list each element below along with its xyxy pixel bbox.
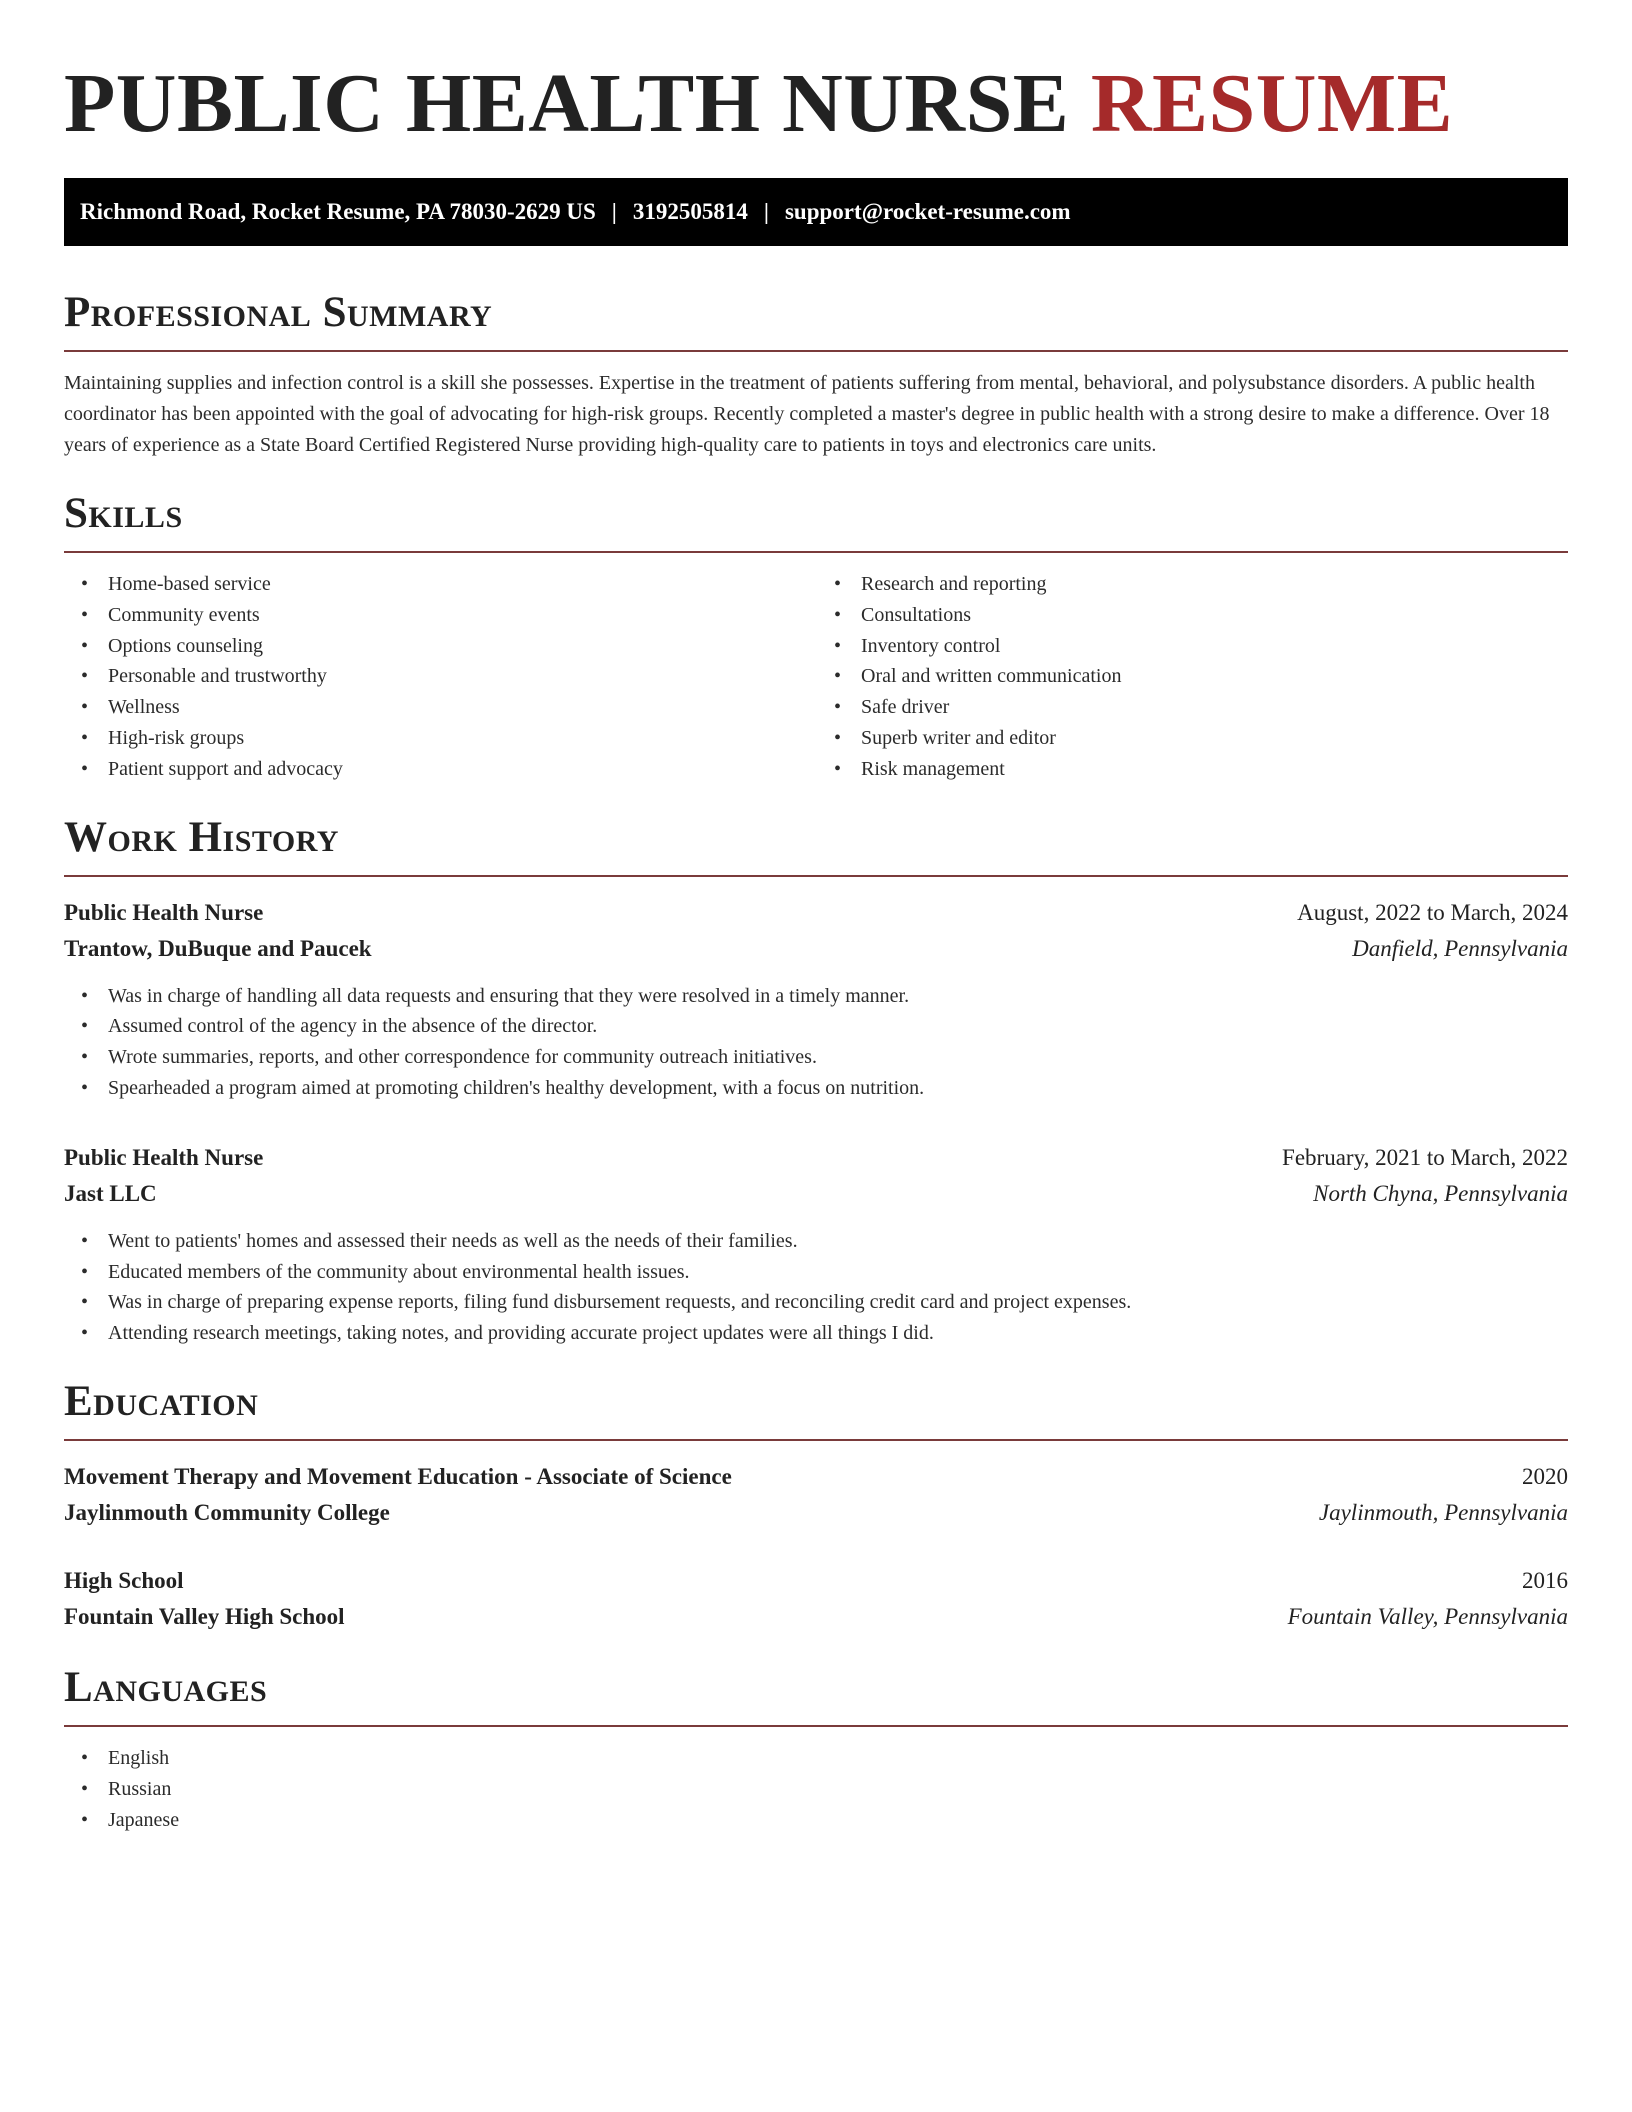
education-location: Jaylinmouth, Pennsylvania — [1318, 1499, 1568, 1525]
job-title: Public Health Nurse — [64, 899, 264, 925]
job-bullet-text: Educated members of the community about environmental health issues. — [108, 1260, 690, 1283]
skill-label: Community events — [108, 603, 260, 626]
skill-label: Safe driver — [861, 696, 950, 719]
skill-item — [817, 723, 1568, 754]
contact-bar — [64, 178, 1568, 246]
language-item — [64, 1805, 1568, 1836]
bullet-icon: • — [834, 665, 842, 688]
languages-section — [64, 1665, 1568, 1835]
job-bullet — [64, 1257, 1568, 1288]
skill-item — [64, 661, 815, 692]
skill-label: Wellness — [108, 696, 180, 719]
job-entry — [64, 1140, 1568, 1349]
education-school: Jaylinmouth Community College — [64, 1499, 390, 1525]
job-bullets — [64, 981, 1568, 1104]
job-bullet-text: Spearheaded a program aimed at promoting children's healthy development, with a focus on nutrition. — [108, 1076, 925, 1099]
job-header-row — [64, 1140, 1568, 1176]
language-item — [64, 1743, 1568, 1774]
job-company-row — [64, 931, 1568, 967]
job-bullet-text: Was in charge of preparing expense reports, filing fund disbursement requests, and reconciling credit card and project expenses. — [108, 1291, 1132, 1314]
education-entry — [64, 1563, 1568, 1635]
skill-item — [817, 600, 1568, 631]
job-bullet — [64, 1318, 1568, 1349]
skill-item — [817, 661, 1568, 692]
skill-item — [817, 631, 1568, 662]
skill-item — [64, 631, 815, 662]
language-label: Russian — [108, 1777, 172, 1800]
job-bullet — [64, 1042, 1568, 1073]
languages-list — [64, 1743, 1568, 1835]
education-school-row — [64, 1495, 1568, 1531]
bullet-icon: • — [834, 634, 842, 657]
education-heading: Education — [64, 1379, 1568, 1441]
contact-separator: | — [611, 199, 617, 224]
bullet-icon: • — [81, 573, 89, 595]
bullet-icon: • — [81, 665, 89, 688]
education-school-row — [64, 1599, 1568, 1635]
job-bullets — [64, 1226, 1568, 1349]
job-title: Public Health Nurse — [64, 1144, 264, 1170]
skills-section — [64, 491, 1568, 785]
skill-label: Risk management — [861, 757, 1005, 780]
bullet-icon: • — [834, 573, 842, 595]
job-bullet — [64, 1226, 1568, 1257]
education-year: 2016 — [1522, 1567, 1568, 1593]
education-header-row — [64, 1563, 1568, 1599]
job-location: Danfield, Pennsylvania — [1352, 935, 1568, 961]
skill-item — [64, 692, 815, 723]
title-accent: RESUME — [1090, 57, 1454, 150]
skill-item — [64, 569, 815, 600]
bullet-icon: • — [81, 726, 89, 749]
education-header-row — [64, 1459, 1568, 1495]
language-label: English — [108, 1746, 170, 1769]
bullet-icon: • — [834, 696, 842, 719]
job-company-row — [64, 1176, 1568, 1212]
skill-item — [64, 723, 815, 754]
job-bullet-text: Went to patients' homes and assessed their needs as well as the needs of their families. — [108, 1229, 798, 1252]
job-location: North Chyna, Pennsylvania — [1313, 1180, 1568, 1206]
job-company: Trantow, DuBuque and Paucek — [64, 935, 372, 961]
skill-label: High-risk groups — [108, 726, 245, 749]
skill-item — [64, 754, 815, 785]
bullet-icon: • — [81, 634, 89, 657]
job-bullet — [64, 1287, 1568, 1318]
job-bullet-text: Wrote summaries, reports, and other correspondence for community outreach initiatives. — [108, 1046, 817, 1069]
job-dates: August, 2022 to March, 2024 — [1297, 899, 1568, 925]
contact-address: Richmond Road, Rocket Resume, PA 78030-2629 US — [80, 199, 596, 224]
education-degree: Movement Therapy and Movement Education - Associate of Science — [64, 1463, 732, 1489]
bullet-icon: • — [81, 1076, 89, 1099]
bullet-icon: • — [81, 1260, 89, 1283]
bullet-icon: • — [834, 757, 842, 780]
summary-text: Maintaining supplies and infection control is a skill she possesses. Expertise in the treatment of patients suffering from mental, behavioral, and polysubstance disorders. A public health coordinator has been appointed with the goal of advocating for high-risk groups. Recently completed a master's degree in public health with a strong desire to make a difference. Over 18 years of experience as a State Board Certified Registered Nurse providing high-quality care to patients in toys and electronics care units. — [64, 372, 1550, 456]
skill-label: Personable and trustworthy — [108, 665, 327, 688]
work-heading: Work History — [64, 815, 1568, 877]
skill-label: Inventory control — [861, 634, 1001, 657]
contact-email: support@rocket-resume.com — [784, 199, 1071, 224]
job-entry — [64, 895, 1568, 1104]
education-location: Fountain Valley, Pennsylvania — [1287, 1603, 1568, 1629]
contact-separator: | — [763, 199, 769, 224]
bullet-icon: • — [81, 1291, 89, 1314]
skills-list-left — [64, 569, 815, 785]
bullet-icon: • — [81, 1777, 89, 1800]
bullet-icon: • — [81, 1015, 89, 1038]
skill-item — [817, 754, 1568, 785]
education-school: Fountain Valley High School — [64, 1603, 345, 1629]
bullet-icon: • — [81, 1808, 89, 1831]
job-dates: February, 2021 to March, 2022 — [1282, 1144, 1568, 1170]
work-section — [64, 815, 1568, 1349]
skill-label: Consultations — [861, 603, 972, 626]
languages-heading: Languages — [64, 1665, 1568, 1727]
bullet-icon: • — [834, 603, 842, 626]
education-section — [64, 1379, 1568, 1635]
skill-label: Research and reporting — [861, 573, 1047, 595]
summary-heading: Professional Summary — [64, 290, 1568, 352]
education-year: 2020 — [1522, 1463, 1568, 1489]
job-header-row — [64, 895, 1568, 931]
bullet-icon: • — [81, 603, 89, 626]
job-bullet — [64, 1073, 1568, 1104]
skills-heading: Skills — [64, 491, 1568, 553]
education-degree: High School — [64, 1567, 184, 1593]
bullet-icon: • — [81, 1746, 89, 1769]
bullet-icon: • — [81, 1229, 89, 1252]
title-main: PUBLIC HEALTH NURSE — [64, 57, 1070, 150]
bullet-icon: • — [834, 726, 842, 749]
language-item — [64, 1774, 1568, 1805]
skill-item — [817, 692, 1568, 723]
bullet-icon: • — [81, 1046, 89, 1069]
job-bullet — [64, 981, 1568, 1012]
job-bullet-text: Was in charge of handling all data requests and ensuring that they were resolved in a timely manner. — [108, 984, 910, 1007]
job-bullet-text: Assumed control of the agency in the absence of the director. — [108, 1015, 598, 1038]
resume-title — [64, 0, 1568, 150]
skill-label: Options counseling — [108, 634, 263, 657]
job-company: Jast LLC — [64, 1180, 157, 1206]
education-entry — [64, 1459, 1568, 1531]
job-bullet-text: Attending research meetings, taking notes, and providing accurate project updates were all things I did. — [108, 1322, 934, 1345]
skill-label: Home-based service — [108, 573, 271, 595]
job-bullet — [64, 1011, 1568, 1042]
skill-label: Superb writer and editor — [861, 726, 1056, 749]
skill-label: Patient support and advocacy — [108, 757, 343, 780]
bullet-icon: • — [81, 1322, 89, 1345]
summary-section — [64, 290, 1568, 461]
skill-label: Oral and written communication — [861, 665, 1122, 688]
skills-list-right — [815, 569, 1568, 785]
bullet-icon: • — [81, 757, 89, 780]
contact-phone: 3192505814 — [632, 199, 748, 224]
bullet-icon: • — [81, 696, 89, 719]
skill-item — [817, 569, 1568, 600]
skill-item — [64, 600, 815, 631]
bullet-icon: • — [81, 984, 89, 1007]
skills-grid — [64, 553, 1568, 785]
language-label: Japanese — [108, 1808, 180, 1831]
